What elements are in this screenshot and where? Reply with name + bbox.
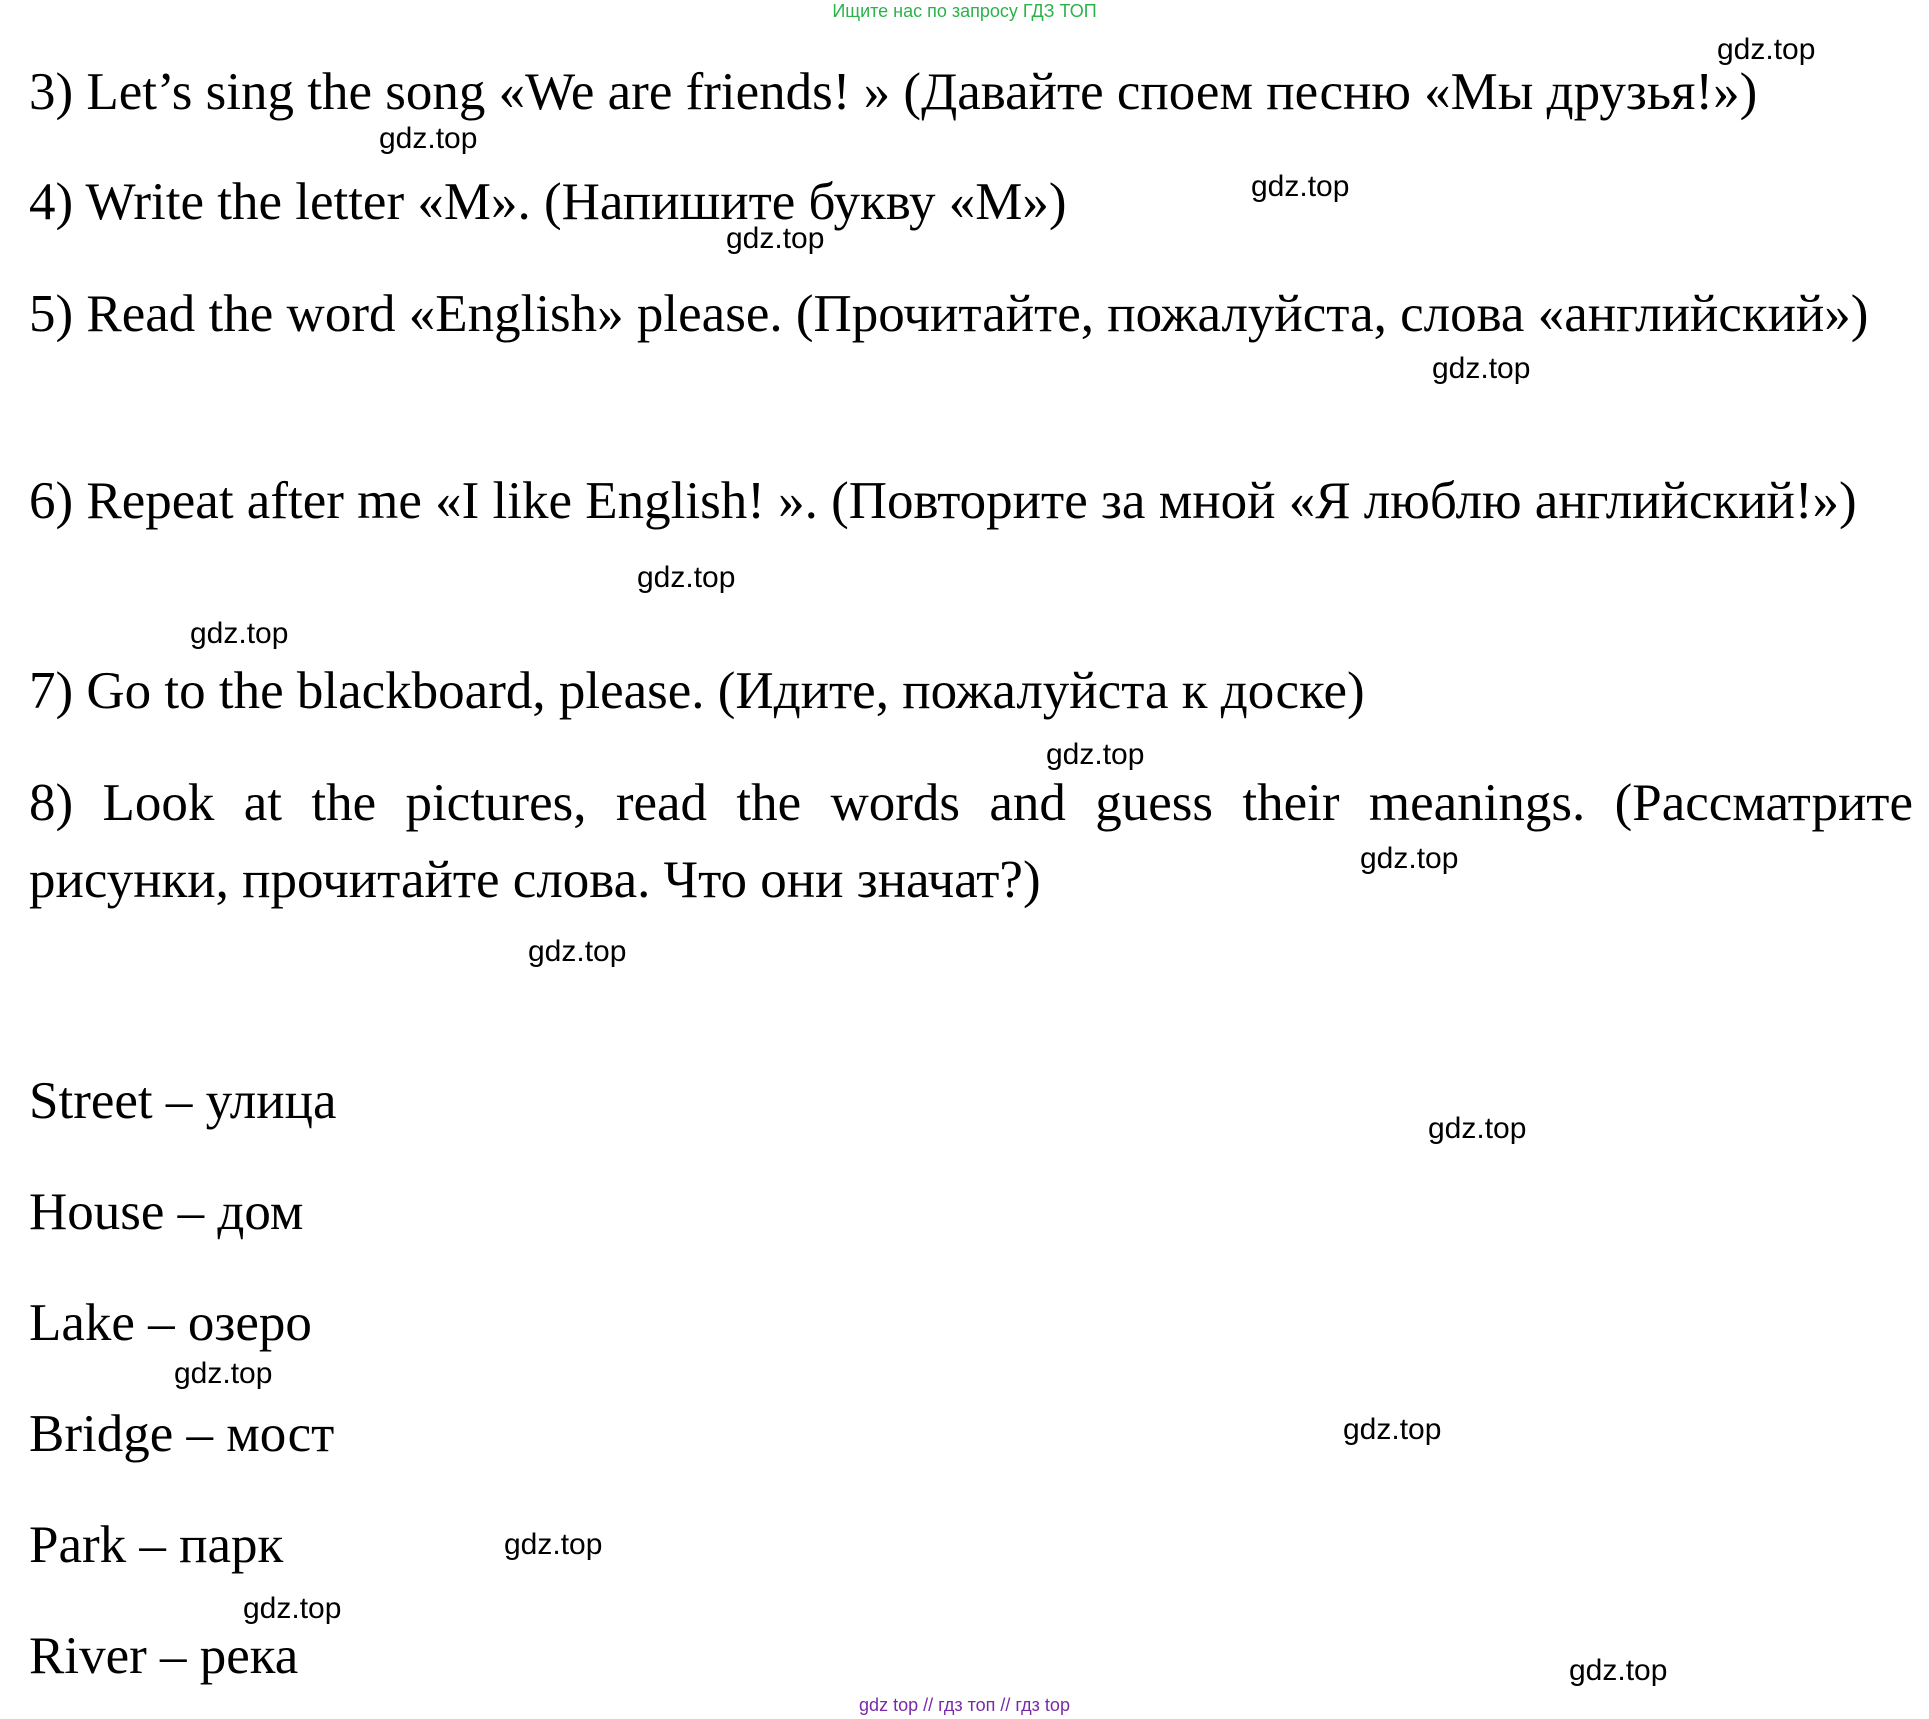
watermark: gdz.top — [1569, 1654, 1668, 1687]
watermark: gdz.top — [1428, 1112, 1527, 1145]
top-banner: Ищите нас по запросу ГДЗ ТОП — [832, 1, 1097, 21]
vocab-street: Street – улица — [29, 1072, 337, 1130]
vocab-lake: Lake – озеро — [29, 1294, 312, 1352]
watermark: gdz.top — [637, 561, 736, 594]
watermark: gdz.top — [243, 1592, 342, 1625]
watermark: gdz.top — [1717, 33, 1816, 66]
watermark: gdz.top — [1432, 352, 1531, 385]
watermark: gdz.top — [528, 935, 627, 968]
vocab-house: House – дом — [29, 1183, 304, 1241]
watermark: gdz.top — [174, 1357, 273, 1390]
vocab-bridge: Bridge – мост — [29, 1405, 335, 1463]
instruction-4: 4) Write the letter «M». (Напишите букву «M») — [29, 173, 1067, 231]
watermark: gdz.top — [726, 222, 825, 255]
watermark: gdz.top — [1046, 738, 1145, 771]
instruction-6: 6) Repeat after me «I like English! ». (Повторите за мной «Я люблю английский!») — [29, 472, 1857, 530]
watermark: gdz.top — [1360, 842, 1459, 875]
bottom-banner: gdz top // гдз топ // гдз top — [859, 1695, 1070, 1715]
watermark: gdz.top — [1343, 1413, 1442, 1446]
watermark: gdz.top — [504, 1528, 603, 1561]
vocab-park: Park – парк — [29, 1516, 284, 1574]
watermark: gdz.top — [379, 122, 478, 155]
watermark: gdz.top — [1251, 170, 1350, 203]
instruction-3: 3) Let’s sing the song «We are friends! » (Давайте споем песню «Мы друзья!») — [29, 63, 1758, 121]
instruction-8: 8) Look at the pictures, read the words and guess their meanings. (Рассматрите рисунки, прочитайте слова. Что они значат?) — [29, 774, 1913, 909]
instruction-7: 7) Go to the blackboard, please. (Идите, пожалуйста к доске) — [29, 662, 1365, 720]
watermark: gdz.top — [190, 617, 289, 650]
vocab-river: River – река — [29, 1627, 299, 1685]
instruction-5: 5) Read the word «English» please. (Прочитайте, пожалуйста, слова «английский») — [29, 285, 1869, 343]
